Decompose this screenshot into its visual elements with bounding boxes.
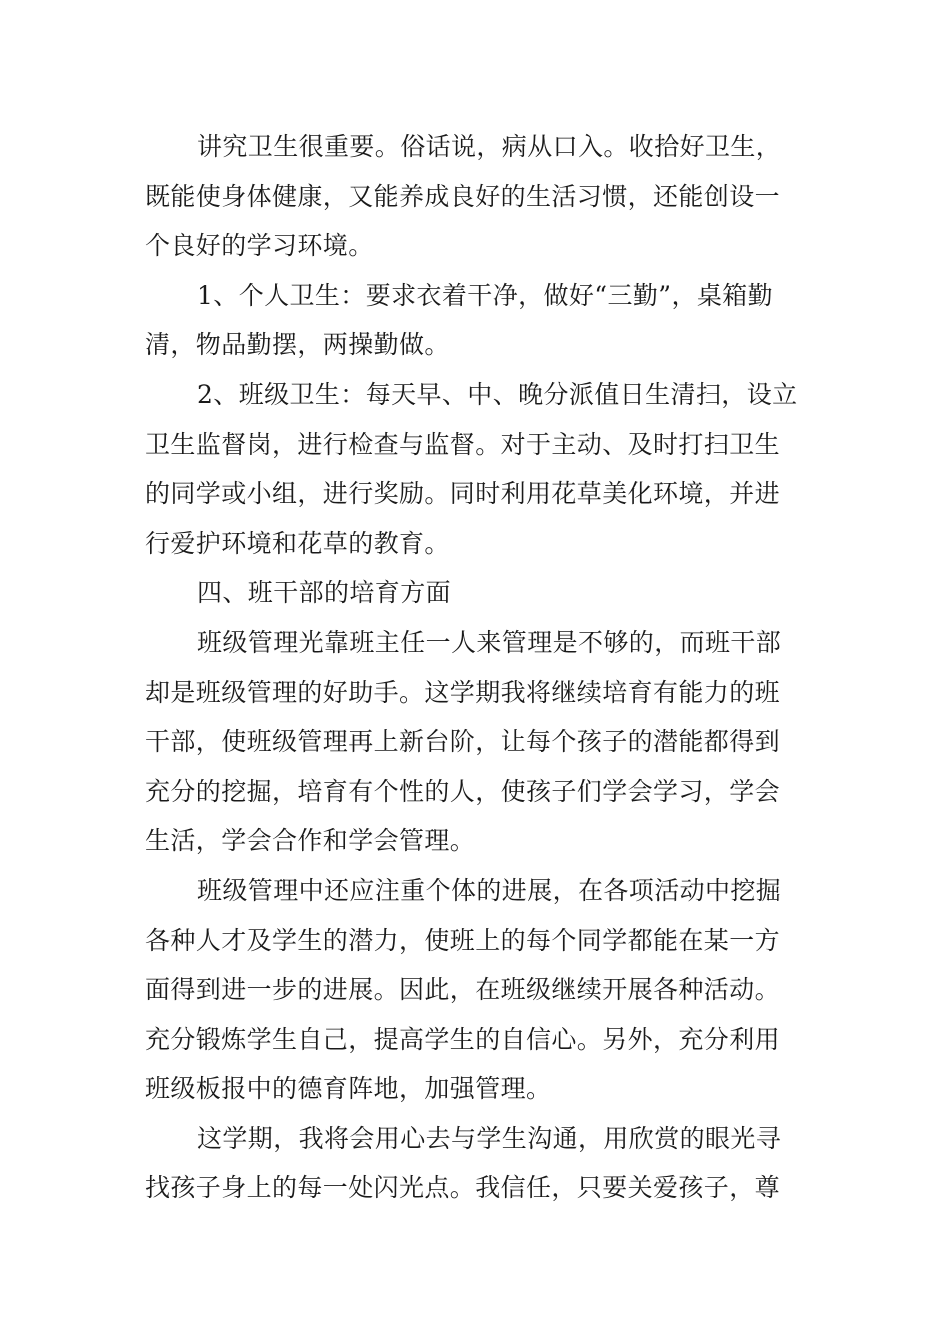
paragraph-line: 各种人才及学生的潜力，使班上的每个同学都能在某一方 — [145, 925, 781, 955]
paragraph-line: 清，物品勤摆，两操勤做。 — [145, 330, 450, 360]
paragraph-line: 却是班级管理的好助手。这学期我将继续培育有能力的班 — [145, 677, 781, 707]
paragraph-line: 充分锻炼学生自己，提高学生的自信心。另外，充分利用 — [145, 1024, 781, 1054]
paragraph-first-line: 1、个人卫生：要求衣着干净，做好“三勤”，桌箱勤 — [197, 280, 774, 310]
document-body — [145, 122, 810, 1213]
paragraph-line: 生活，学会合作和学会管理。 — [145, 826, 476, 856]
paragraph-line: 找孩子身上的每一处闪光点。我信任，只要关爱孩子，尊 — [145, 1173, 781, 1203]
paragraph-first-line: 班级管理光靠班主任一人来管理是不够的，而班干部 — [197, 627, 782, 657]
paragraph-line: 班级板报中的德育阵地，加强管理。 — [145, 1074, 552, 1104]
paragraph-first-line: 四、班干部的培育方面 — [197, 578, 452, 608]
paragraph-line: 个良好的学习环境。 — [145, 231, 374, 261]
paragraph-line: 既能使身体健康，又能养成良好的生活习惯，还能创设一 — [145, 181, 781, 211]
paragraph-first-line: 这学期，我将会用心去与学生沟通，用欣赏的眼光寻 — [197, 1123, 782, 1153]
paragraph-first-line: 2、班级卫生：每天早、中、晚分派值日生清扫，设立 — [197, 379, 798, 409]
paragraph-line: 的同学或小组，进行奖励。同时利用花草美化环境，并进 — [145, 479, 781, 509]
paragraph-line: 行爱护环境和花草的教育。 — [145, 528, 450, 558]
paragraph-first-line: 班级管理中还应注重个体的进展，在各项活动中挖掘 — [197, 875, 782, 905]
paragraph-line: 充分的挖掘，培育有个性的人，使孩子们学会学习，学会 — [145, 776, 781, 806]
paragraph-line: 卫生监督岗，进行检查与监督。对于主动、及时打扫卫生 — [145, 429, 781, 459]
paragraph-line: 面得到进一步的进展。因此，在班级继续开展各种活动。 — [145, 975, 781, 1005]
paragraph-first-line: 讲究卫生很重要。俗话说，病从口入。收拾好卫生， — [197, 132, 782, 161]
paragraph-line: 干部，使班级管理再上新台阶，让每个孩子的潜能都得到 — [145, 727, 781, 757]
